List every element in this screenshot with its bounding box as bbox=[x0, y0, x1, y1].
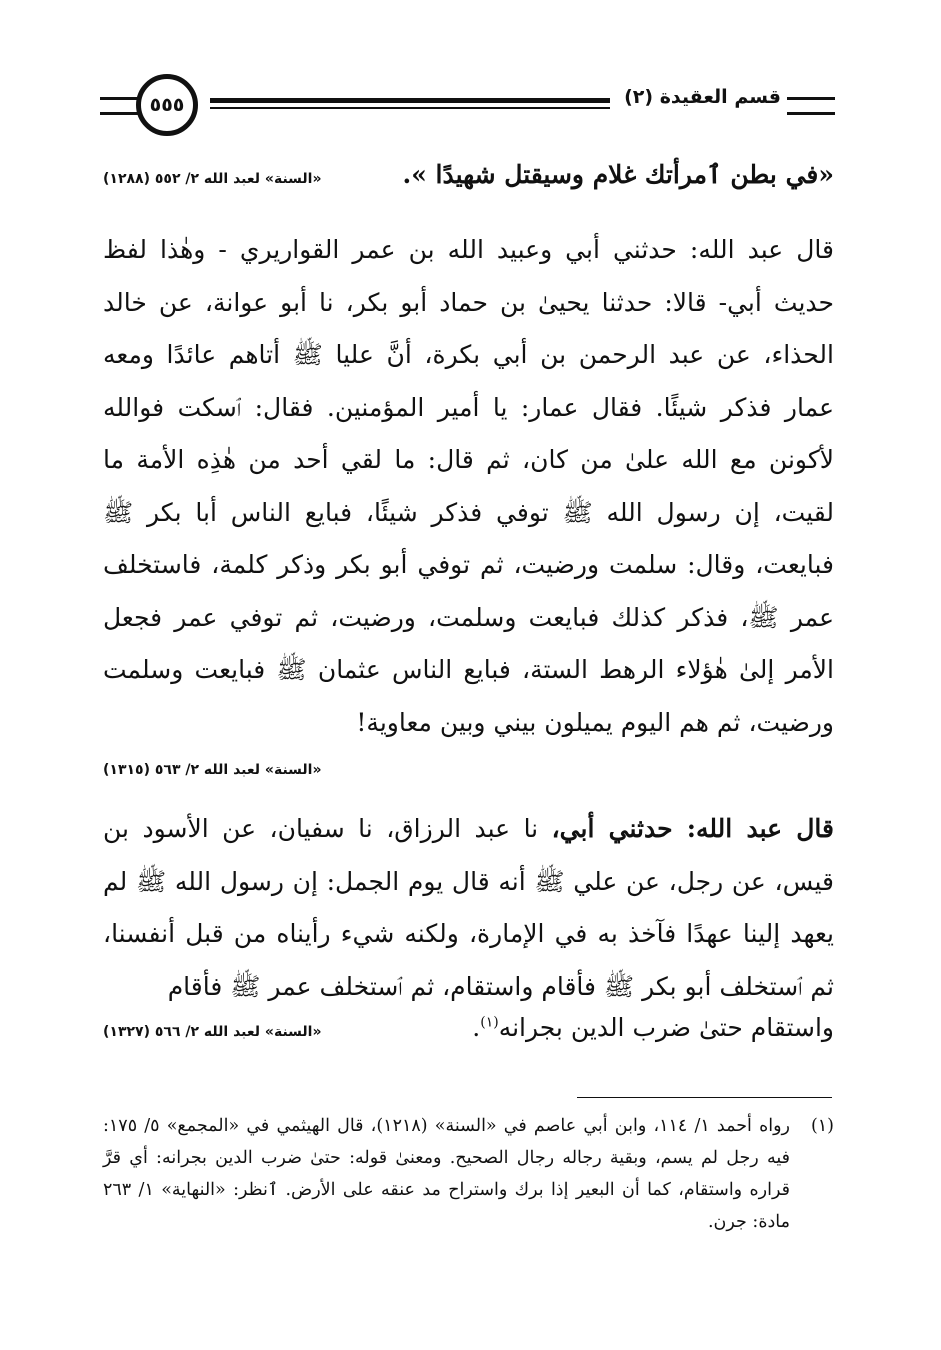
footnote-marker[interactable]: (١) bbox=[480, 1014, 499, 1031]
footnote-separator bbox=[577, 1097, 832, 1098]
source-reference-line bbox=[103, 749, 834, 795]
hadith-last-line bbox=[103, 1013, 834, 1065]
footnote-text: رواه أحمد ١/ ١١٤، وابن أبي عاصم في «السنة» (١٢١٨)، قال الهيثمي في «المجمع» ٥/ ١٧٥: فيه رجل لم يسم، وبقية رجاله رجال الصحيح. ومعنىٰ قوله: حتىٰ ضرب الدين بجرانه: أي قرَّ قراره واستقام، كما أن البعير إذا برك واستراح مد عنقه على الأرض. ٱنظر: «النهاية» ١/ ٢٦٣ مادة: جرن. bbox=[103, 1116, 791, 1232]
source-reference: «السنة» لعبد الله ٢/ ٥٦٦ (١٣٢٧) bbox=[103, 1024, 322, 1040]
section-title: قسم العقيدة (٢) bbox=[624, 86, 781, 108]
header-ornament-lines bbox=[100, 97, 140, 115]
source-reference: «السنة» لعبد الله ٢/ ٥٦٣ (١٣١٥) bbox=[103, 762, 322, 778]
hadith-paragraph bbox=[103, 803, 834, 1013]
top-quote bbox=[103, 160, 834, 208]
narration-lead: قال عبد الله: حدثني أبي، bbox=[551, 814, 835, 843]
source-reference: «السنة» لعبد الله ٢/ ٥٥٢ (١٢٨٨) bbox=[103, 171, 322, 187]
page-number: ٥٥٥ bbox=[136, 74, 198, 136]
footnote bbox=[103, 1110, 834, 1238]
hadith-paragraph: قال عبد الله: حدثني أبي وعبيد الله بن عمر القواريري - وهٰذا لفظ حديث أبي- قالا: حدثنا يحيىٰ بن حماد أبو بكر، نا أبو عوانة، عن خالد الحذاء، عن عبد الرحمن بن أبي بكرة، أنَّ عليا ﷺ أتاهم عائدًا ومعه عمار فذكر شيئًا. فقال عمار: يا أمير المؤمنين. فقال: ٱسكت فوالله لأكونن مع الله علىٰ من كان، ثم قال: ما لقي أحد من هٰذِه الأمة ما لقيت، إن رسول الله ﷺ توفي فذكر شيئًا، فبايع الناس أبا بكر ﷺ فبايعت، وقال: سلمت ورضيت، ثم توفي أبو بكر وذكر كلمة، فاستخلف عمر ﷺ، فذكر كذلك فبايعت وسلمت، ورضيت، ثم توفي عمر فجعل الأمر إلىٰ هٰؤلاء الرهط الستة، فبايع الناس عثمان ﷺ فبايعت وسلمت ورضيت، ثم هم اليوم يميلون بيني وبين معاوية! bbox=[103, 235, 834, 737]
footnote-number: (١) bbox=[810, 1116, 834, 1136]
header-ornament-lines bbox=[787, 97, 835, 115]
narration-text: نا عبد الرزاق، نا سفيان، عن الأسود بن قيس، عن رجل، عن علي ﷺ أنه قال يوم الجمل: إن رسول الله ﷺ لم يعهد إلينا عهدًا فآخذ به في الإمارة، ولكنه شيء رأيناه من قبل أنفسنا، ثم ٱستخلف أبو بكر ﷺ فأقام واستقام، ثم ٱستخلف عمر ﷺ فأقام bbox=[103, 814, 834, 1001]
page-header bbox=[100, 66, 835, 146]
top-quote-text: «في بطن ٱمرأتك غلام وسيقتل شهيدًا ». bbox=[402, 160, 834, 189]
last-line-text: واستقام حتىٰ ضرب الدين بجرانه bbox=[498, 1013, 834, 1042]
last-line-end: . bbox=[472, 1013, 481, 1042]
page-body bbox=[103, 160, 834, 1065]
